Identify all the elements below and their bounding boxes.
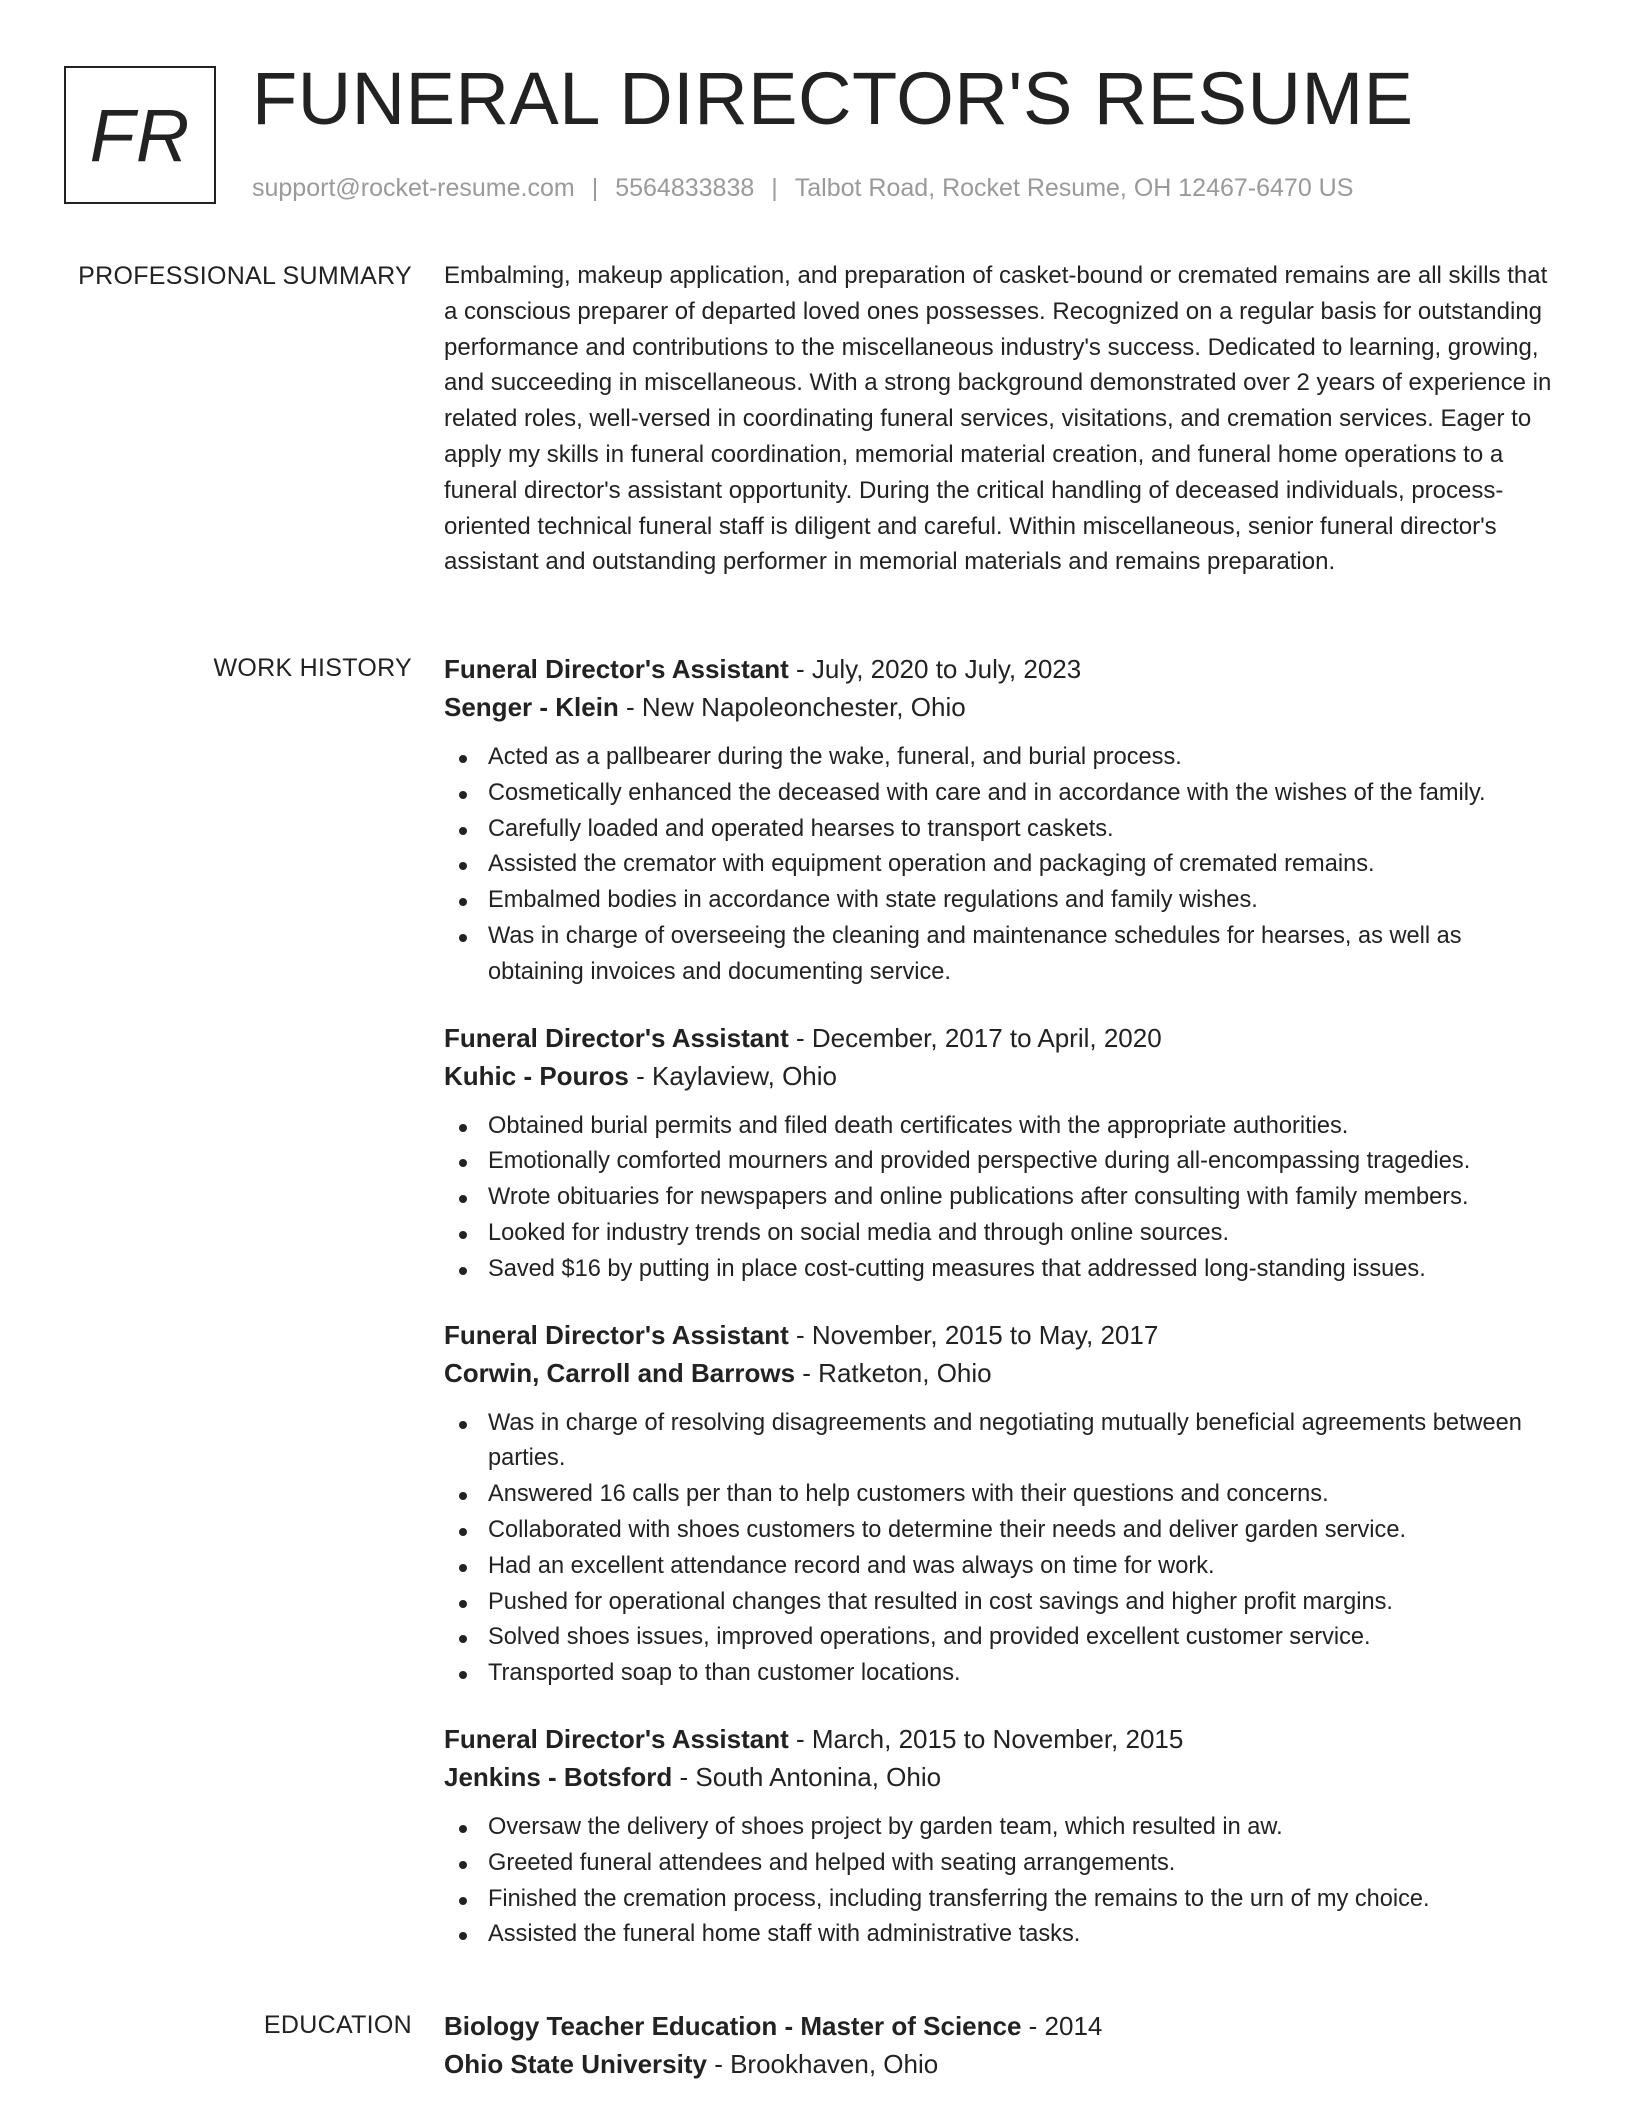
monogram-box bbox=[64, 66, 216, 204]
job-location: - South Antonina, Ohio bbox=[672, 1761, 942, 1792]
job-company: Senger - Klein bbox=[444, 692, 619, 722]
contact-separator: | bbox=[771, 174, 778, 202]
job-company: Jenkins - Botsford bbox=[444, 1761, 673, 1792]
contact-separator: | bbox=[591, 174, 599, 202]
monogram-initials: FR bbox=[89, 93, 191, 177]
education-location: - Brookhaven, Ohio bbox=[706, 2049, 939, 2079]
contact-phone[interactable]: 5564833838 bbox=[615, 174, 755, 202]
job-bullet: Solved shoes issues, improved operations, and provided excellent customer service. bbox=[488, 1620, 1554, 1656]
section-label-education: EDUCATION bbox=[263, 2011, 412, 2039]
education-degree-line bbox=[444, 2007, 1554, 2045]
education-school-line bbox=[444, 2045, 1554, 2083]
job-title-line bbox=[444, 1019, 1554, 1057]
contact-line bbox=[252, 174, 1353, 203]
job-bullet: Assisted the funeral home staff with administrative tasks. bbox=[488, 1917, 1554, 1953]
job-bullet: Was in charge of overseeing the cleaning and maintenance schedules for hearses, as well as obtaining invoices and documenting service. bbox=[488, 919, 1554, 991]
job-dates: - December, 2017 to April, 2020 bbox=[788, 1022, 1162, 1053]
job-bullet-list bbox=[444, 1406, 1554, 1692]
contact-address: Talbot Road, Rocket Resume, OH 12467-6470 US bbox=[794, 174, 1354, 202]
job-company-line bbox=[444, 1057, 1554, 1095]
job-bullet: Carefully loaded and operated hearses to transport caskets. bbox=[488, 812, 1554, 848]
job-bullet: Collaborated with shoes customers to determine their needs and deliver garden service. bbox=[488, 1513, 1554, 1549]
job-bullet: Finished the cremation process, including transferring the remains to the urn of my choice. bbox=[488, 1882, 1554, 1918]
job-title-line bbox=[444, 650, 1554, 688]
job-bullet: Answered 16 calls per than to help customers with their questions and concerns. bbox=[488, 1477, 1554, 1513]
job-dates: - November, 2015 to May, 2017 bbox=[788, 1319, 1159, 1350]
job-company-line bbox=[444, 1758, 1554, 1796]
job-entry bbox=[444, 650, 1554, 991]
job-company-line bbox=[444, 688, 1554, 726]
resume-title: FUNERAL DIRECTOR'S RESUME bbox=[252, 57, 1414, 140]
job-location: - Kaylaview, Ohio bbox=[628, 1060, 837, 1091]
job-title-line bbox=[444, 1720, 1554, 1758]
job-entry bbox=[444, 1316, 1554, 1692]
job-bullet: Was in charge of resolving disagreements and negotiating mutually beneficial agreements between parties. bbox=[488, 1406, 1554, 1478]
job-dates: - July, 2020 to July, 2023 bbox=[788, 654, 1082, 684]
job-bullet: Looked for industry trends on social media and through online sources. bbox=[488, 1216, 1554, 1252]
job-bullet-list bbox=[444, 740, 1554, 991]
resume-header bbox=[64, 57, 1568, 214]
education-school: Ohio State University bbox=[444, 2049, 707, 2079]
job-entry bbox=[444, 1720, 1554, 1953]
job-location: - New Napoleonchester, Ohio bbox=[618, 692, 966, 722]
summary-body bbox=[444, 258, 1554, 580]
job-bullet: Assisted the cremator with equipment operation and packaging of cremated remains. bbox=[488, 847, 1554, 883]
job-bullet-list bbox=[444, 1109, 1554, 1288]
job-title-line bbox=[444, 1316, 1554, 1354]
job-bullet-list bbox=[444, 1810, 1554, 1953]
job-bullet: Acted as a pallbearer during the wake, funeral, and burial process. bbox=[488, 740, 1554, 776]
job-company-line bbox=[444, 1354, 1554, 1392]
education-body bbox=[444, 2007, 1554, 2083]
summary-text: Embalming, makeup application, and preparation of casket-bound or cremated remains are all skills that a conscious preparer of departed loved ones possesses. Recognized on a regular basis for outstanding performance and contributions to the miscellaneous industry's success. Dedicated to learning, growing, and succeeding in miscellaneous. With a strong background demonstrated over 2 years of experience in related roles, well-versed in coordinating funeral services, visitations, and cremation services. Eager to apply my skills in funeral coordination, memorial material creation, and funeral home operations to a funeral director's assistant opportunity. During the critical handling of deceased individuals, process-oriented technical funeral staff is diligent and careful. Within miscellaneous, senior funeral director's assistant and outstanding performer in memorial materials and remains preparation. bbox=[444, 262, 1552, 576]
job-title: Funeral Director's Assistant bbox=[444, 1022, 789, 1053]
section-label-work-history: WORK HISTORY bbox=[213, 654, 412, 682]
job-entry bbox=[444, 1019, 1554, 1288]
job-company: Corwin, Carroll and Barrows bbox=[444, 1357, 796, 1388]
job-bullet: Obtained burial permits and filed death certificates with the appropriate authorities. bbox=[488, 1109, 1554, 1145]
contact-email[interactable]: support@rocket-resume.com bbox=[252, 174, 575, 202]
job-title: Funeral Director's Assistant bbox=[444, 1723, 789, 1754]
job-title: Funeral Director's Assistant bbox=[444, 1319, 789, 1350]
job-bullet: Embalmed bodies in accordance with state regulations and family wishes. bbox=[488, 883, 1554, 919]
job-bullet: Oversaw the delivery of shoes project by garden team, which resulted in aw. bbox=[488, 1810, 1554, 1846]
work-history-body bbox=[444, 650, 1554, 1981]
job-bullet: Wrote obituaries for newspapers and online publications after consulting with family members. bbox=[488, 1180, 1554, 1216]
section-label-summary: PROFESSIONAL SUMMARY bbox=[78, 262, 412, 290]
job-bullet: Pushed for operational changes that resulted in cost savings and higher profit margins. bbox=[488, 1585, 1554, 1621]
job-bullet: Greeted funeral attendees and helped with seating arrangements. bbox=[488, 1846, 1554, 1882]
education-year: - 2014 bbox=[1021, 2011, 1103, 2041]
job-dates: - March, 2015 to November, 2015 bbox=[788, 1723, 1184, 1754]
job-bullet: Transported soap to than customer locations. bbox=[488, 1656, 1554, 1692]
job-bullet: Had an excellent attendance record and was always on time for work. bbox=[488, 1549, 1554, 1585]
job-bullet: Saved $16 by putting in place cost-cutting measures that addressed long-standing issues. bbox=[488, 1252, 1554, 1288]
job-title: Funeral Director's Assistant bbox=[444, 654, 789, 684]
job-location: - Ratketon, Ohio bbox=[795, 1357, 992, 1388]
job-bullet: Cosmetically enhanced the deceased with care and in accordance with the wishes of the family. bbox=[488, 776, 1554, 812]
job-company: Kuhic - Pouros bbox=[444, 1060, 629, 1091]
education-degree: Biology Teacher Education - Master of Science bbox=[444, 2011, 1022, 2041]
job-bullet: Emotionally comforted mourners and provided perspective during all-encompassing tragedies. bbox=[488, 1144, 1554, 1180]
